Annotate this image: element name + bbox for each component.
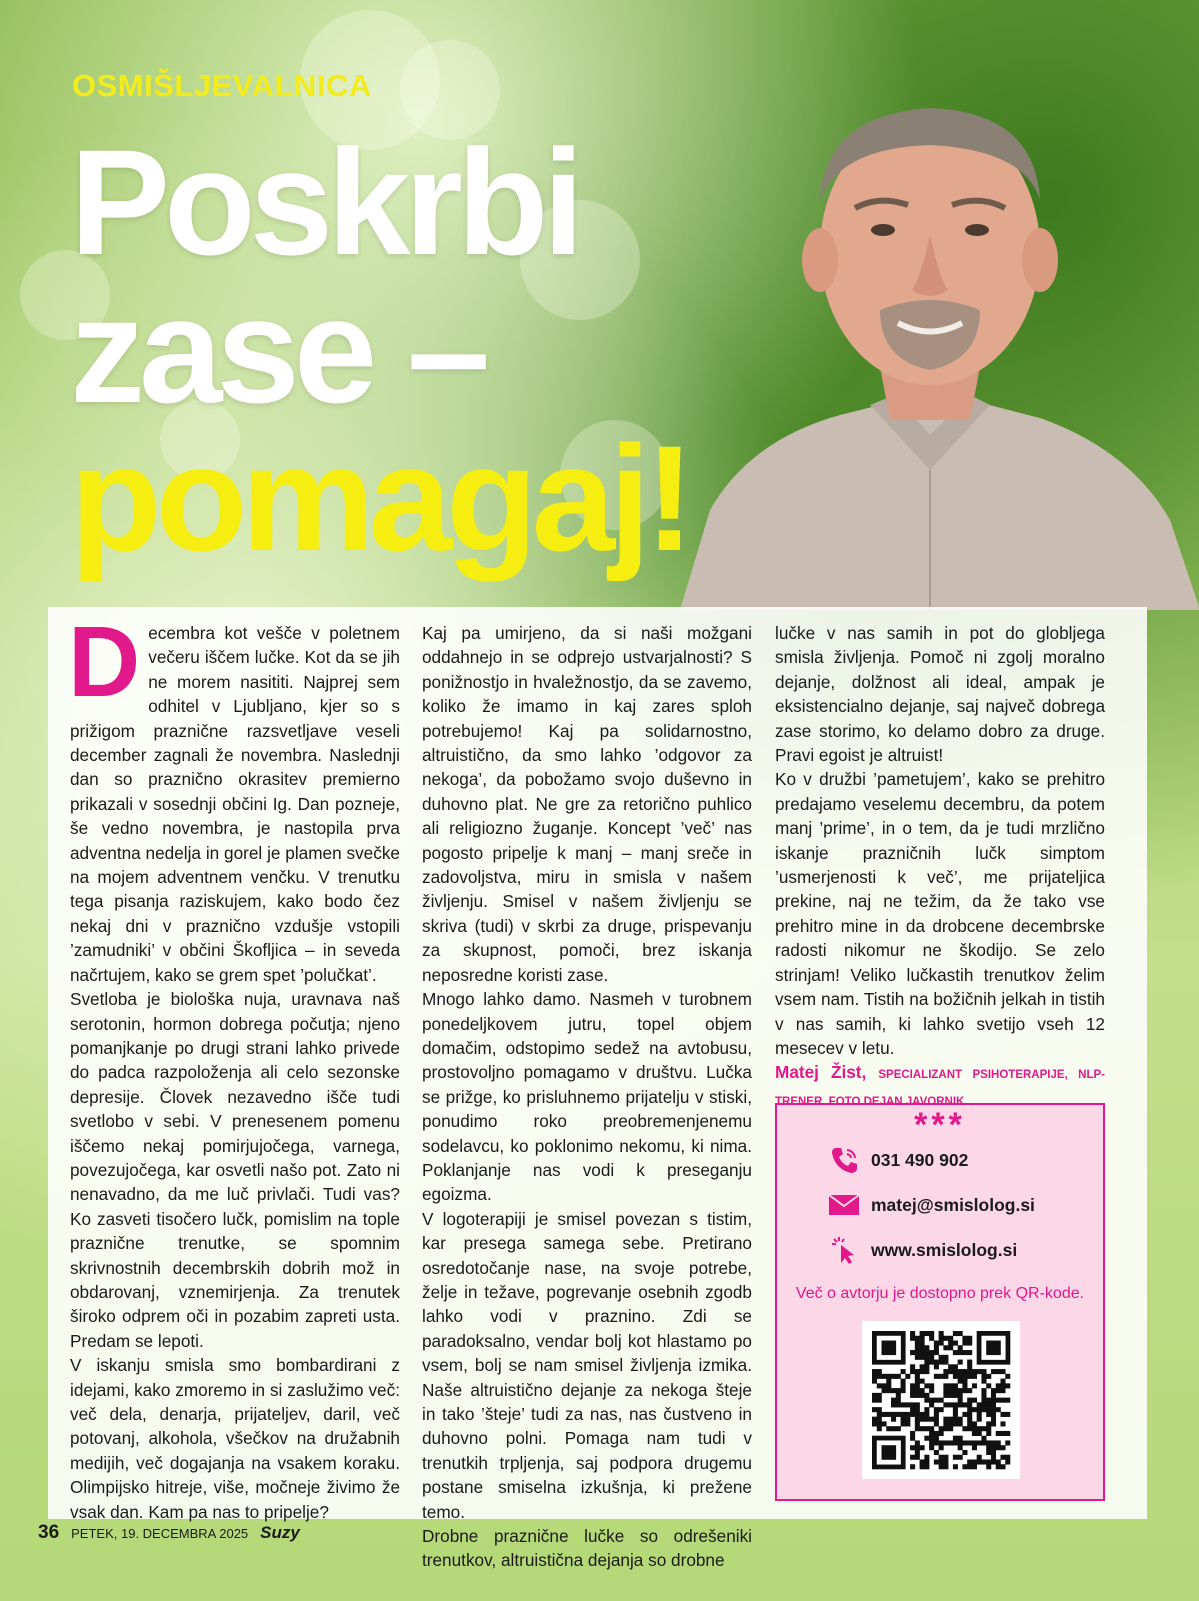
contact-web-row — [827, 1235, 1017, 1265]
article-column-1 — [68, 606, 400, 1524]
article-paragraph — [68, 606, 400, 987]
article-paragraph: Drobne praznične lučke so odrešeniki trenutkov, altruistična dejanja so drobne — [422, 1526, 752, 1571]
mail-icon — [827, 1190, 861, 1220]
qr-note: Več o avtorju je dostopno prek QR-kode. — [795, 1285, 1085, 1302]
article-paragraph: Ko v družbi ’pametujem’, kako se prehitro predajamo veselemu decembru, da potem manj ’prime’, in o tem, da je tudi mrzlično iskanje prazničnih lučk simptom ’usmerjenosti k več’, me prijateljica prekine, naj ne težim, da že tako vse prehitro mine in da drobcene decembrske radosti nikomur ne škodijo. Se zelo strinjam! Veliko lučkastih trenutkov želim vsem nam. Tistih na božičnih jelkah in tistih v nas samih, ki lahko svetijo vseh 12 mesecev v letu. — [775, 769, 1105, 1058]
contact-email-row — [827, 1190, 1035, 1220]
email-link[interactable]: matej@smislolog.si — [871, 1194, 1035, 1215]
article-column-2 — [422, 621, 752, 1573]
contact-box — [775, 1103, 1105, 1501]
section-kicker: OSMIŠLJEVALNICA — [72, 68, 372, 103]
headline-line-3: pomagaj! — [70, 414, 689, 582]
phone-icon — [827, 1145, 861, 1175]
author-role: SPECIALIZANT PSIHOTERAPIJE, NLP- — [878, 1069, 1106, 1082]
headline-line-2: zase – — [70, 266, 485, 434]
author-portrait — [640, 40, 1199, 610]
paragraph-text: ecembra kot vešče v poletnem večeru iščem lučke. Kot da se jih ne morem nasititi. Najprej sem odhitel v Ljubljano, kjer so s prižigom praznične razsvetljave veseli december zagnali že novembra. Naslednji dan so praznično okrasitev premierno prikazali v sosednji občini Ig. Dan pozneje, še vedno novembra, je nastopila prva adventna nedelja in gorel je plamen svečke na mojem adventnem venčku. V trenutku tega pisanja raziskujem, kako bodo čez nekaj dni v praznično vzdušje vstopili ’zamudniki’ v občini Škofljica – in seveda načrtujem, kako se grem spet ’polučkat’. — [70, 623, 400, 985]
article-paragraph: lučke v nas samih in pot do globljega smisla življenja. Pomoč ni zgolj moralno dejanje, dolžnost ali ideal, ampak je eksistencialno dejanje, saj največ dobrega zase storimo, ko delamo dobro za druge. Pravi egoist je altruist! — [775, 623, 1105, 766]
magazine-logo: Suzy — [260, 1523, 300, 1542]
issue-date: PETEK, 19. DECEMBRA 2025 — [71, 1526, 249, 1541]
article-paragraph: V iskanju smisla smo bombardirani z idejami, kako zmoremo in si zaslužimo več: več dela, denarja, prijateljev, daril, več potovanj, alkohola, všečkov na družabnih medijih, več dogajanja na vsakem koraku. Olimpijsko hitreje, više, močneje živimo že vsak dan. Kam pa nas to pripelje? — [70, 1355, 400, 1522]
page-footer — [38, 1522, 300, 1542]
cursor-click-icon — [827, 1235, 861, 1265]
article-paragraph: Mnogo lahko damo. Nasmeh v turobnem ponedeljkovem jutru, topel objem domačim, odstopimo sedež na avtobusu, prostovoljno pomagamo v društvu. Lučka se prižge, ko prisluhnemo prijatelju v stiski, ponudimo roko preobremenjenemu sodelavcu, ko poklonimo nekomu, ki nima. Poklanjanje nas vodi k preseganju egoizma. — [422, 989, 752, 1205]
article-paragraph: Kaj pa umirjeno, da si naši možgani oddahnejo in se odprejo ustvarjalnosti? S ponižnostjo in hvaležnostjo, da se zavemo, koliko že imamo in kaj zares sploh potrebujemo! Kaj pa solidarnostno, altruistično, da smo lahko ’odgovor za nekoga’, da pobožamo svojo duševno in duhovno plat. Ne gre za retorično puhlico ali religiozno žuganje. Koncept ’več’ nas pogosto pripelje k manj – manj sreče in zadovoljstva, miru in smisla v našem življenju. Smisel v našem življenju se skriva (tudi) v skrbi za druge, prispevanju za skupnost, pomoči, brez iskanja neposredne koristi zase. — [422, 623, 752, 985]
website-link[interactable]: www.smislolog.si — [871, 1239, 1018, 1260]
article-column-3 — [775, 621, 1105, 1114]
headline-line-1: Poskrbi — [70, 118, 579, 286]
page-number: 36 — [38, 1522, 60, 1543]
qr-code[interactable] — [862, 1321, 1020, 1479]
author-name: Matej Žist, — [775, 1062, 867, 1083]
decorative-stars: *** — [914, 1106, 966, 1144]
contact-phone-row — [827, 1145, 968, 1175]
phone-number[interactable]: 031 490 902 — [871, 1149, 969, 1170]
drop-cap: D — [68, 606, 141, 718]
article-paragraph: V logoterapiji je smisel povezan s tistim, kar presega samega sebe. Pretirano osredotočanje nase, na svoje potrebe, želje in težave, pogrevanje osebnih zgodb lahko vodi v praznino. Zdi se paradoksalno, vendar bolj kot hlastamo po vsem, bolj se nam smisel življenja izmika. Naše altruistično dejanje za nekoga šteje in tako ’šteje’ tudi za nas, nas čustveno in duhovno polni. Pomaga nam tudi v trenutkih trpljenja, saj podpora drugemu postane smiselna izkušnja, ki prežene temo. — [422, 1208, 752, 1522]
headline — [70, 118, 689, 582]
article-paragraph: Svetloba je biološka nuja, uravnava naš serotonin, hormon dobrega počutja; njeno pomanjkanje po drugi strani lahko privede do padca razpoloženja ali celo sezonske depresije. Človek nezavedno išče tudi svetlobo v sebi. V prenesenem pomenu iščemo nekaj pomirjujočega, varnega, povezujočega, kar osvetli našo pot. Zato ni nenavadno, da me luč privlači. Tudi vas? Ko zasveti tisočero lučk, pomislim na tople praznične trenutke, se spomnim skrivnostnih decembrskih dobrih mož in obdarovanj, vznemirjenja. Za trenutek široko odprem oči in pozabim zapreti usta. Predam se lepoti. — [70, 989, 400, 1351]
